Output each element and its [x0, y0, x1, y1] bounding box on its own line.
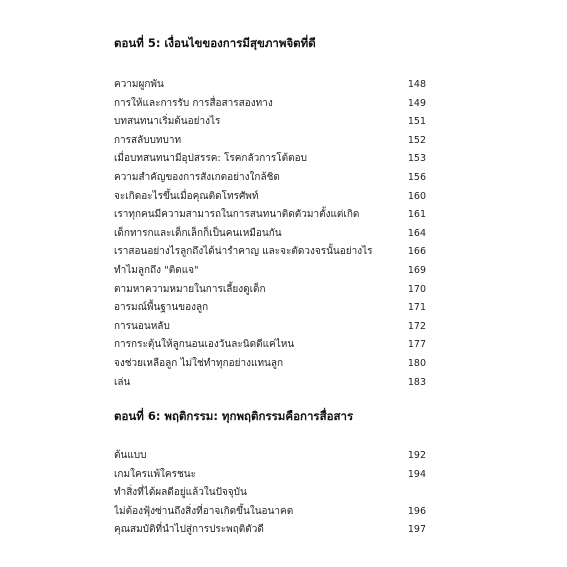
- toc-entry-page-number: 172: [407, 320, 426, 332]
- toc-entry-title: บทสนทนาเริ่มต้นอย่างไร: [114, 116, 221, 128]
- toc-entry-title: เมื่อบทสนทนามีอุปสรรค: โรคกลัวการโต้ตอบ: [114, 153, 307, 165]
- toc-entry-title: ทำไมลูกถึง "ติดแจ": [114, 264, 199, 276]
- toc-entry-page-number: 161: [407, 209, 426, 221]
- toc-entry: [114, 355, 426, 374]
- toc-entry-title: ความสำคัญของการสังเกตอย่างใกล้ชิด: [114, 171, 280, 183]
- toc-entry: [114, 484, 426, 503]
- toc-entry-page-number: 156: [407, 171, 426, 183]
- toc-entry: [114, 150, 426, 169]
- toc-entry-title: การให้และการรับ การสื่อสารสองทาง: [114, 97, 273, 109]
- toc-entry: [114, 336, 426, 355]
- toc-entry-page-number: 152: [407, 134, 426, 146]
- toc-entry-title: เราทุกคนมีความสามารถในการสนทนาติดตัวมาตั้งแต่เกิด: [114, 209, 360, 221]
- toc-entry: [114, 503, 426, 522]
- toc-entry-title: อารมณ์พื้นฐานของลูก: [114, 302, 209, 314]
- toc-entry-title: เด็กทารกและเด็กเล็กก็เป็นคนเหมือนกัน: [114, 227, 282, 239]
- toc-entry: [114, 374, 426, 393]
- toc-entry-page-number: 160: [407, 190, 426, 202]
- toc-entry: [114, 76, 426, 95]
- toc-entry-page-number: 169: [407, 264, 426, 276]
- toc-entry: [114, 447, 426, 466]
- toc-entry: [114, 188, 426, 207]
- toc-entry-title: เล่น: [114, 376, 131, 388]
- toc-entry-page-number: 148: [407, 79, 426, 90]
- toc-entry-page-number: 149: [407, 97, 426, 109]
- table-of-contents: [114, 36, 426, 540]
- toc-entry-title: ความผูกพัน: [114, 79, 164, 90]
- toc-entry: [114, 318, 426, 337]
- toc-entry-page-number: 171: [407, 302, 426, 314]
- toc-entry: [114, 169, 426, 188]
- toc-entry: [114, 243, 426, 262]
- toc-entry-title: ตามหาความหมายในการเลี้ยงดูเด็ก: [114, 283, 266, 295]
- toc-entry-page-number: 166: [407, 246, 426, 258]
- toc-entry-title: การสลับบทบาท: [114, 134, 182, 146]
- toc-entry-page-number: 197: [407, 524, 426, 536]
- toc-entry-page-number: 196: [407, 505, 426, 517]
- toc-entry-page-number: 164: [407, 227, 426, 239]
- toc-list-part-5: [114, 76, 426, 392]
- toc-entry-page-number: 194: [407, 468, 426, 480]
- toc-entry: [114, 466, 426, 485]
- toc-entry-title: เกมใครแพ้ใครชนะ: [114, 468, 196, 480]
- toc-entry-page-number: 192: [407, 450, 426, 462]
- toc-entry: [114, 206, 426, 225]
- toc-entry: [114, 521, 426, 540]
- toc-entry-page-number: 183: [407, 376, 426, 388]
- toc-list-part-6: [114, 447, 426, 540]
- toc-entry-title: ไม่ต้องฟุ้งซ่านถึงสิ่งที่อาจเกิดขึ้นในอนาคต: [114, 505, 294, 517]
- toc-entry: [114, 225, 426, 244]
- toc-entry-page-number: 151: [407, 116, 426, 128]
- toc-entry: [114, 262, 426, 281]
- toc-entry-page-number: 177: [407, 339, 426, 351]
- section-title-part-6: ตอนที่ 6: พฤติกรรม: ทุกพฤติกรรมคือการสื่อสาร: [114, 409, 354, 424]
- toc-entry-title: การกระตุ้นให้ลูกนอนเองวันละนิดดีแค่ไหน: [114, 339, 295, 351]
- toc-entry: [114, 95, 426, 114]
- toc-entry-title: เราสอนอย่างไรลูกถึงได้น่ารำคาญ และจะตัดวงจรนั้นอย่างไร: [114, 246, 373, 258]
- toc-entry-title: การนอนหลับ: [114, 320, 170, 332]
- toc-entry: [114, 281, 426, 300]
- toc-entry-page-number: 180: [407, 357, 426, 369]
- toc-entry-title: จงช่วยเหลือลูก ไม่ใช่ทำทุกอย่างแทนลูก: [114, 357, 284, 369]
- toc-entry: [114, 299, 426, 318]
- toc-entry-page-number: 153: [407, 153, 426, 165]
- toc-entry-title: จะเกิดอะไรขึ้นเมื่อคุณติดโทรศัพท์: [114, 190, 259, 202]
- toc-entry: [114, 113, 426, 132]
- toc-entry-page-number: 170: [407, 283, 426, 295]
- toc-entry-title: คุณสมบัติที่นำไปสู่การประพฤติตัวดี: [114, 524, 264, 536]
- toc-entry-title: ทำสิ่งที่ได้ผลดีอยู่แล้วในปัจจุบัน: [114, 487, 247, 499]
- toc-entry: [114, 132, 426, 151]
- section-title-part-5: ตอนที่ 5: เงื่อนไขของการมีสุขภาพจิตที่ดี: [114, 36, 316, 50]
- toc-entry-title: ต้นแบบ: [114, 450, 147, 462]
